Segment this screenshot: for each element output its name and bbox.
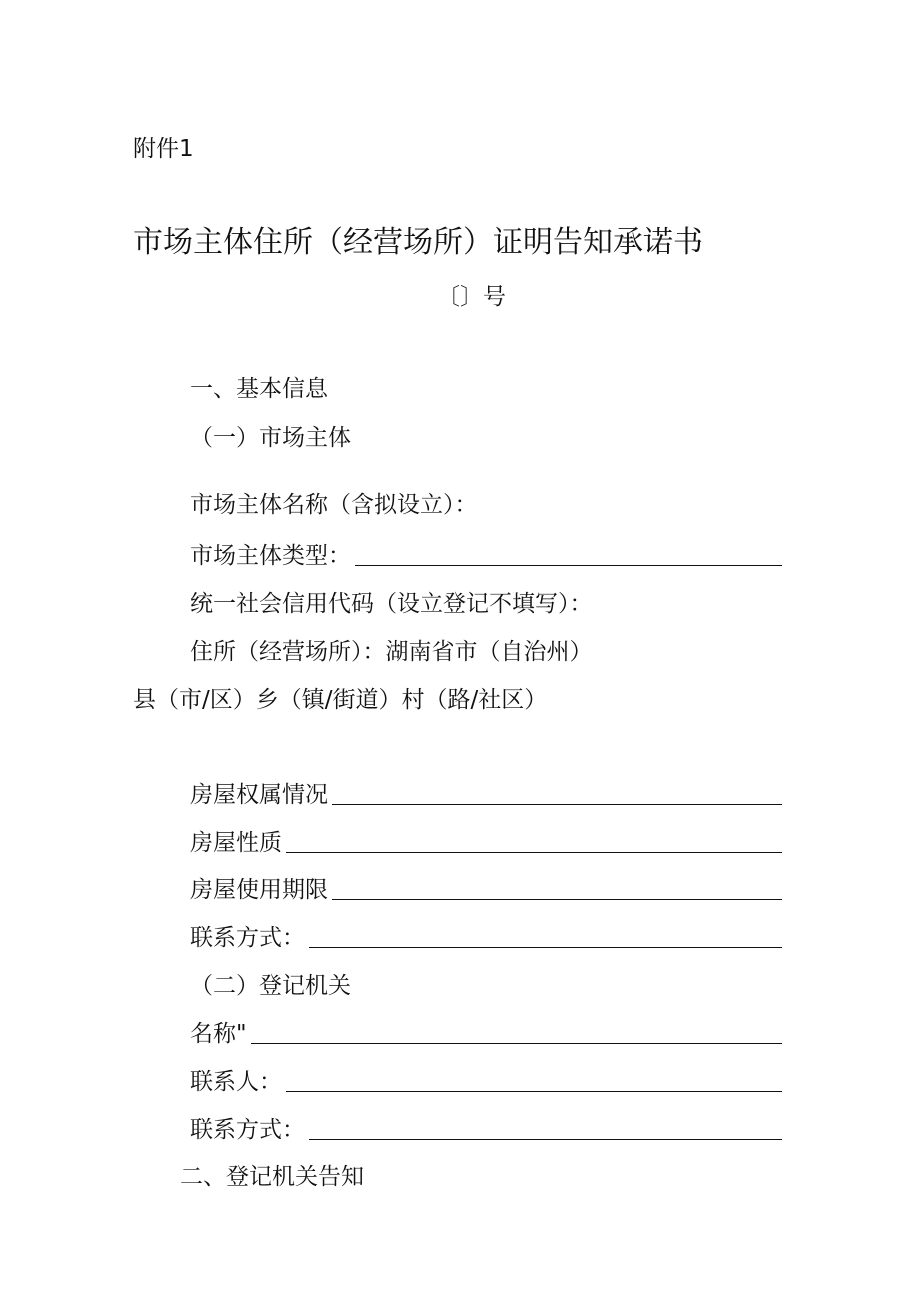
subsection-authority-heading: （二）登记机关 (190, 973, 351, 999)
field-entity-type[interactable] (190, 541, 782, 571)
field-entity-type-label: 市场主体类型： (190, 543, 351, 569)
field-ownership-blank[interactable] (332, 804, 782, 805)
field-address-line2: 县（市/区）乡（镇/街道）村（路/社区） (133, 687, 548, 713)
field-entity-contact-label: 联系方式： (190, 925, 305, 951)
field-use-term[interactable] (190, 875, 782, 905)
field-ownership[interactable] (190, 780, 782, 810)
field-house-nature[interactable] (190, 828, 782, 858)
field-entity-contact-blank[interactable] (309, 947, 782, 948)
section-notice-heading: 二、登记机关告知 (180, 1164, 364, 1190)
field-authority-name[interactable] (190, 1019, 782, 1049)
page-title: 市场主体住所（经营场所）证明告知承诺书 (133, 225, 703, 260)
field-use-term-blank[interactable] (332, 899, 782, 900)
field-house-nature-blank[interactable] (286, 852, 782, 853)
field-use-term-label: 房屋使用期限 (190, 877, 328, 903)
field-authority-name-label: 名称" (190, 1021, 247, 1047)
field-entity-contact[interactable] (190, 923, 782, 953)
field-authority-name-blank[interactable] (251, 1043, 782, 1044)
field-authority-person[interactable] (190, 1067, 782, 1097)
field-address-line1: 住所（经营场所）：湖南省市（自治州） (190, 639, 593, 665)
field-authority-person-blank[interactable] (286, 1091, 782, 1092)
attachment-label: 附件1 (133, 136, 194, 162)
field-authority-person-label: 联系人： (190, 1069, 282, 1095)
field-entity-name-label: 市场主体名称（含拟设立）： (190, 492, 478, 518)
field-house-nature-label: 房屋性质 (190, 830, 282, 856)
field-authority-contact[interactable] (190, 1115, 782, 1145)
field-authority-contact-label: 联系方式： (190, 1117, 305, 1143)
field-authority-contact-blank[interactable] (309, 1139, 782, 1140)
field-entity-type-blank[interactable] (355, 565, 782, 566)
document-number: 〔〕号 (437, 284, 506, 310)
field-ownership-label: 房屋权属情况 (190, 782, 328, 808)
field-credit-code-label: 统一社会信用代码（设立登记不填写）： (190, 591, 593, 617)
subsection-market-entity-heading: （一）市场主体 (190, 425, 351, 451)
section-basic-info-heading: 一、基本信息 (190, 376, 328, 402)
